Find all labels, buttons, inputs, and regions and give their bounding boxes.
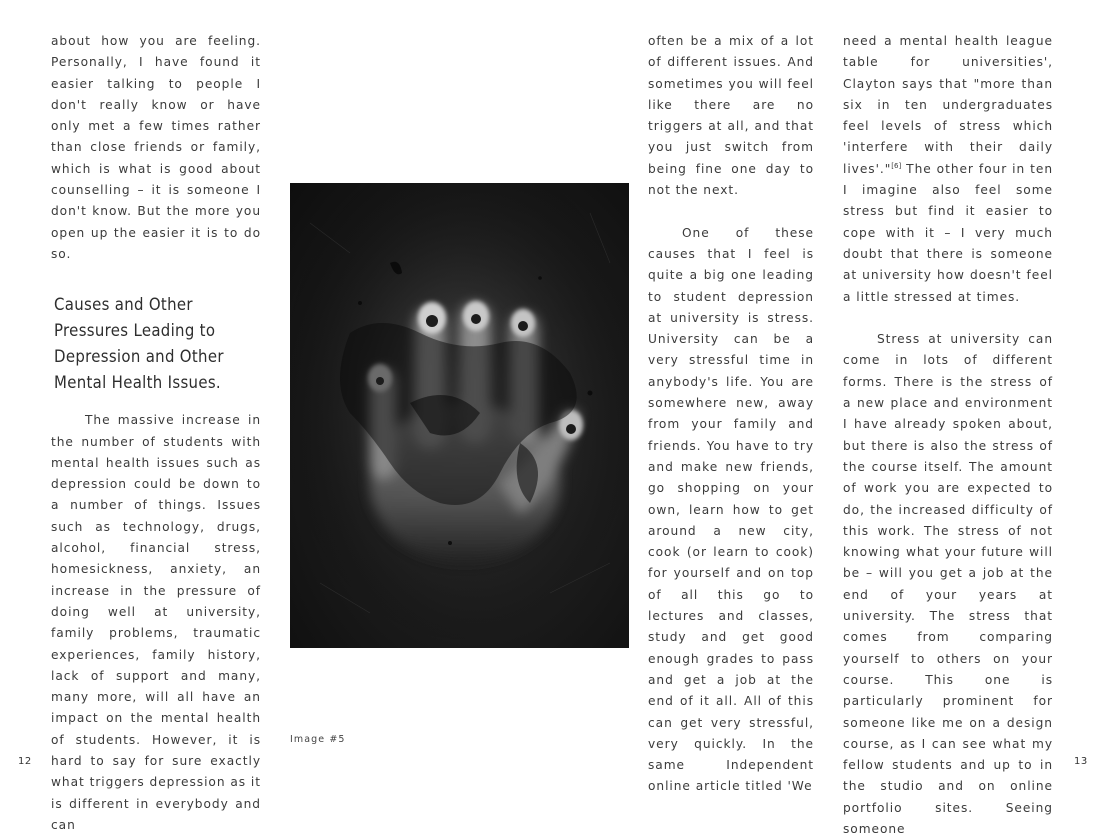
image-caption: Image #5 [290,734,346,745]
body-paragraph-forms-of-stress: Stress at university can come in lots of different forms. There is the stress of a new place and environment I have already spoken about, but there is also the stress of the course itself. The amount of work you are expected to do, the increased difficulty of this work. The stress of not knowing what your future will be – will you get a job at the end of your years at university. The stress that comes from comparing yourself to others on your course. This one is particularly prominent for someone like me on a design course, as I can see what my fellow students and up to in the studio and on online portfolio sites. Seeing someone [843,332,1053,836]
right-page-text-column-2 [843,31,1053,840]
body-paragraph-causes: The massive increase in the number of students with mental health issues such as depression could be down to a number of things. Issues such as technology, drugs, alcohol, financial stress, homesickness, anxiety, an increase in the pressure of doing well at university, family problems, traumatic experiences, family history, lack of support and many, many more, will all have an impact on the mental health of students. However, it is hard to say for sure exactly what triggers depression as it is different in everybody and can [51,413,261,832]
page-number-left: 12 [18,756,32,767]
page-number-right: 13 [1074,756,1088,767]
hand-print-illustration [290,183,629,648]
section-heading: Causes and Other Pressures Leading to Depression and Other Mental Health Issues. [54,295,224,393]
right-page-text-column-1 [648,31,814,798]
body-paragraph-stress: One of these causes that I feel is quite a big one leading to student depression at university is stress. University can be a very stressful time in anybody's life. You are somewhere new, away from your family and friends. You have to try and make new friends, go shopping on your own, learn how to get around a new city, cook (or learn to cook) for yourself and on top of all this go to lectures and classes, study and get good enough grades to pass and get a job at the end of it all. All of this can get very stressful, very quickly. In the same Independent online article titled 'We [648,225,814,794]
hand-print-photo [290,183,629,648]
body-paragraph-triggers: often be a mix of a lot of different issues. And sometimes you will feel like there are no triggers at all, and that you just switch from being fine one day to not the next. [648,34,814,198]
intro-paragraph: about how you are feeling. Personally, I have found it easier talking to people I don't really know or have only met a few times rather than close friends or family, which is what is good about counselling – it is someone I don't know. But the more you open up the easier it is to do so. [51,34,261,261]
quote-text: need a mental health league table for universities', Clayton says that "more than six in ten undergraduates feel levels of stress which 'interfere with their daily lives'." [843,34,1053,176]
reference-marker: [6] [891,161,902,170]
left-page-text-column [51,31,261,836]
body-paragraph-league-table [843,31,1053,308]
quote-continuation: The other four in ten I imagine also feel some stress but find it easier to cope with it – I very much doubt that there is someone at university how doesn't feel a little stressed at times. [843,161,1053,304]
